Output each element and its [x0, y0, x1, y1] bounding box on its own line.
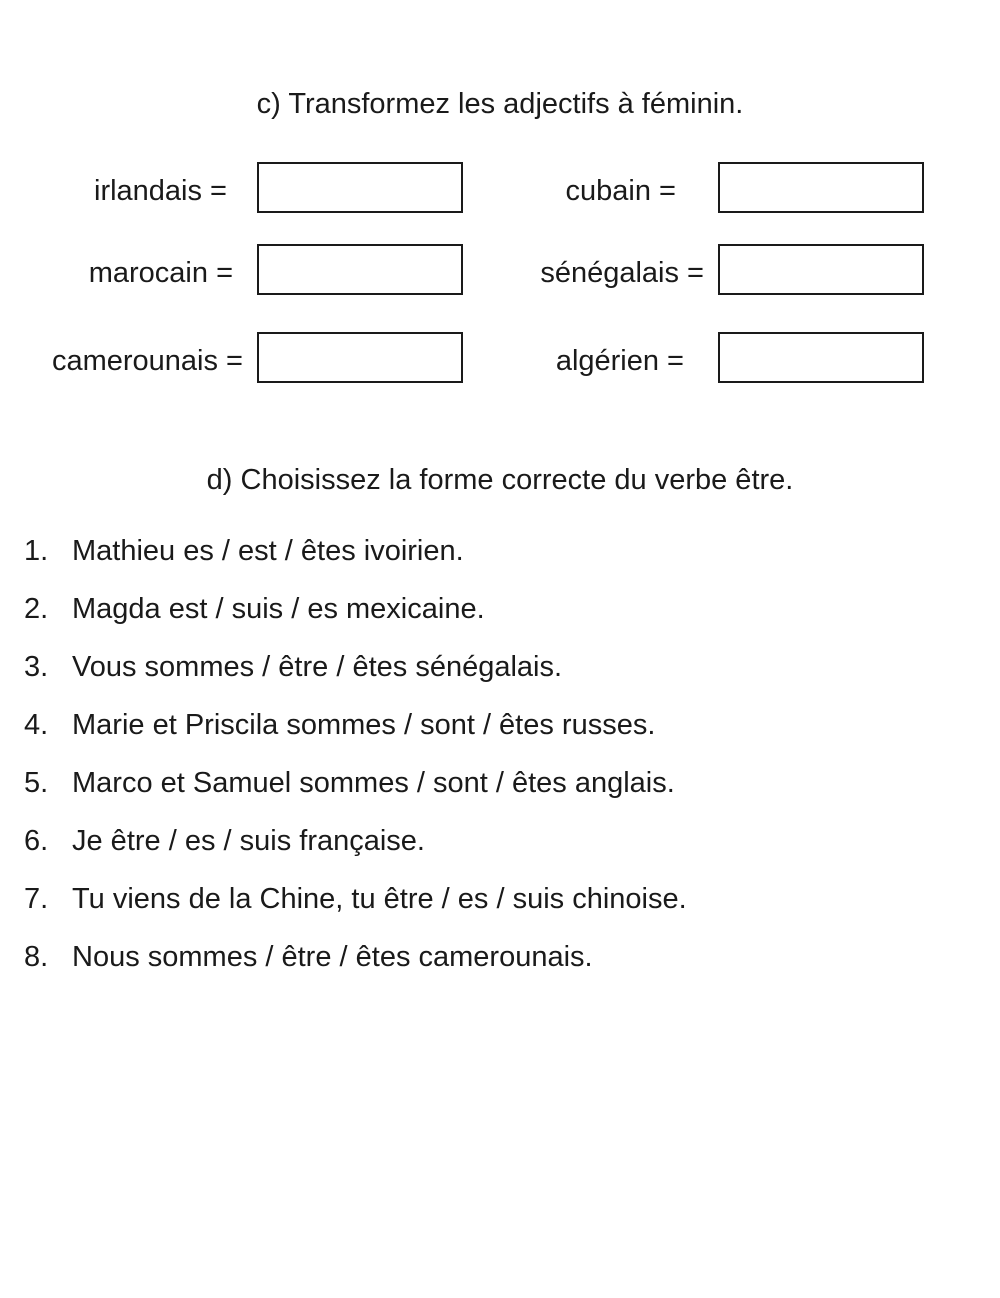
adjective-label-algerien: algérien =: [555, 345, 684, 377]
exercise-item: [0, 649, 1000, 707]
item-sentence: Marco et Samuel sommes / sont / êtes anglais.: [72, 767, 675, 799]
item-number: 5.: [24, 767, 49, 799]
exercise-item: [0, 765, 1000, 823]
exercise-item: [0, 707, 1000, 765]
verb-exercise-list: [0, 533, 1000, 997]
exercise-item: [0, 823, 1000, 881]
item-sentence: Marie et Priscila sommes / sont / êtes russes.: [72, 709, 656, 741]
section-c-title: c) Transformez les adjectifs à féminin.: [256, 88, 744, 120]
item-sentence: Nous sommes / être / êtes camerounais.: [72, 941, 593, 973]
item-number: 3.: [24, 651, 49, 683]
adjective-label-cubain: cubain =: [565, 175, 676, 207]
item-number: 4.: [24, 709, 49, 741]
exercise-item: [0, 939, 1000, 997]
adjective-label-camerounais: camerounais =: [51, 345, 243, 377]
item-number: 6.: [24, 825, 49, 857]
item-sentence: Vous sommes / être / êtes sénégalais.: [72, 651, 563, 683]
item-number: 1.: [24, 535, 49, 567]
item-sentence: Je être / es / suis française.: [72, 825, 425, 857]
item-number: 7.: [24, 883, 49, 915]
answer-box-algerien[interactable]: [718, 332, 924, 383]
answer-box-cubain[interactable]: [718, 162, 924, 213]
exercise-item: [0, 881, 1000, 939]
answer-box-irlandais[interactable]: [257, 162, 463, 213]
adjective-label-irlandais: irlandais =: [94, 175, 227, 207]
item-sentence: Magda est / suis / es mexicaine.: [72, 593, 485, 625]
exercise-item: [0, 533, 1000, 591]
answer-box-camerounais[interactable]: [257, 332, 463, 383]
answer-box-senegalais[interactable]: [718, 244, 924, 295]
item-sentence: Tu viens de la Chine, tu être / es / suis chinoise.: [72, 883, 687, 915]
answer-box-marocain[interactable]: [257, 244, 463, 295]
adjective-label-senegalais: sénégalais =: [540, 257, 704, 289]
item-number: 2.: [24, 593, 49, 625]
exercise-item: [0, 591, 1000, 649]
item-number: 8.: [24, 941, 49, 973]
section-d-title: d) Choisissez la forme correcte du verbe être.: [206, 464, 794, 496]
item-sentence: Mathieu es / est / êtes ivoirien.: [72, 535, 464, 567]
adjective-label-marocain: marocain =: [88, 257, 233, 289]
